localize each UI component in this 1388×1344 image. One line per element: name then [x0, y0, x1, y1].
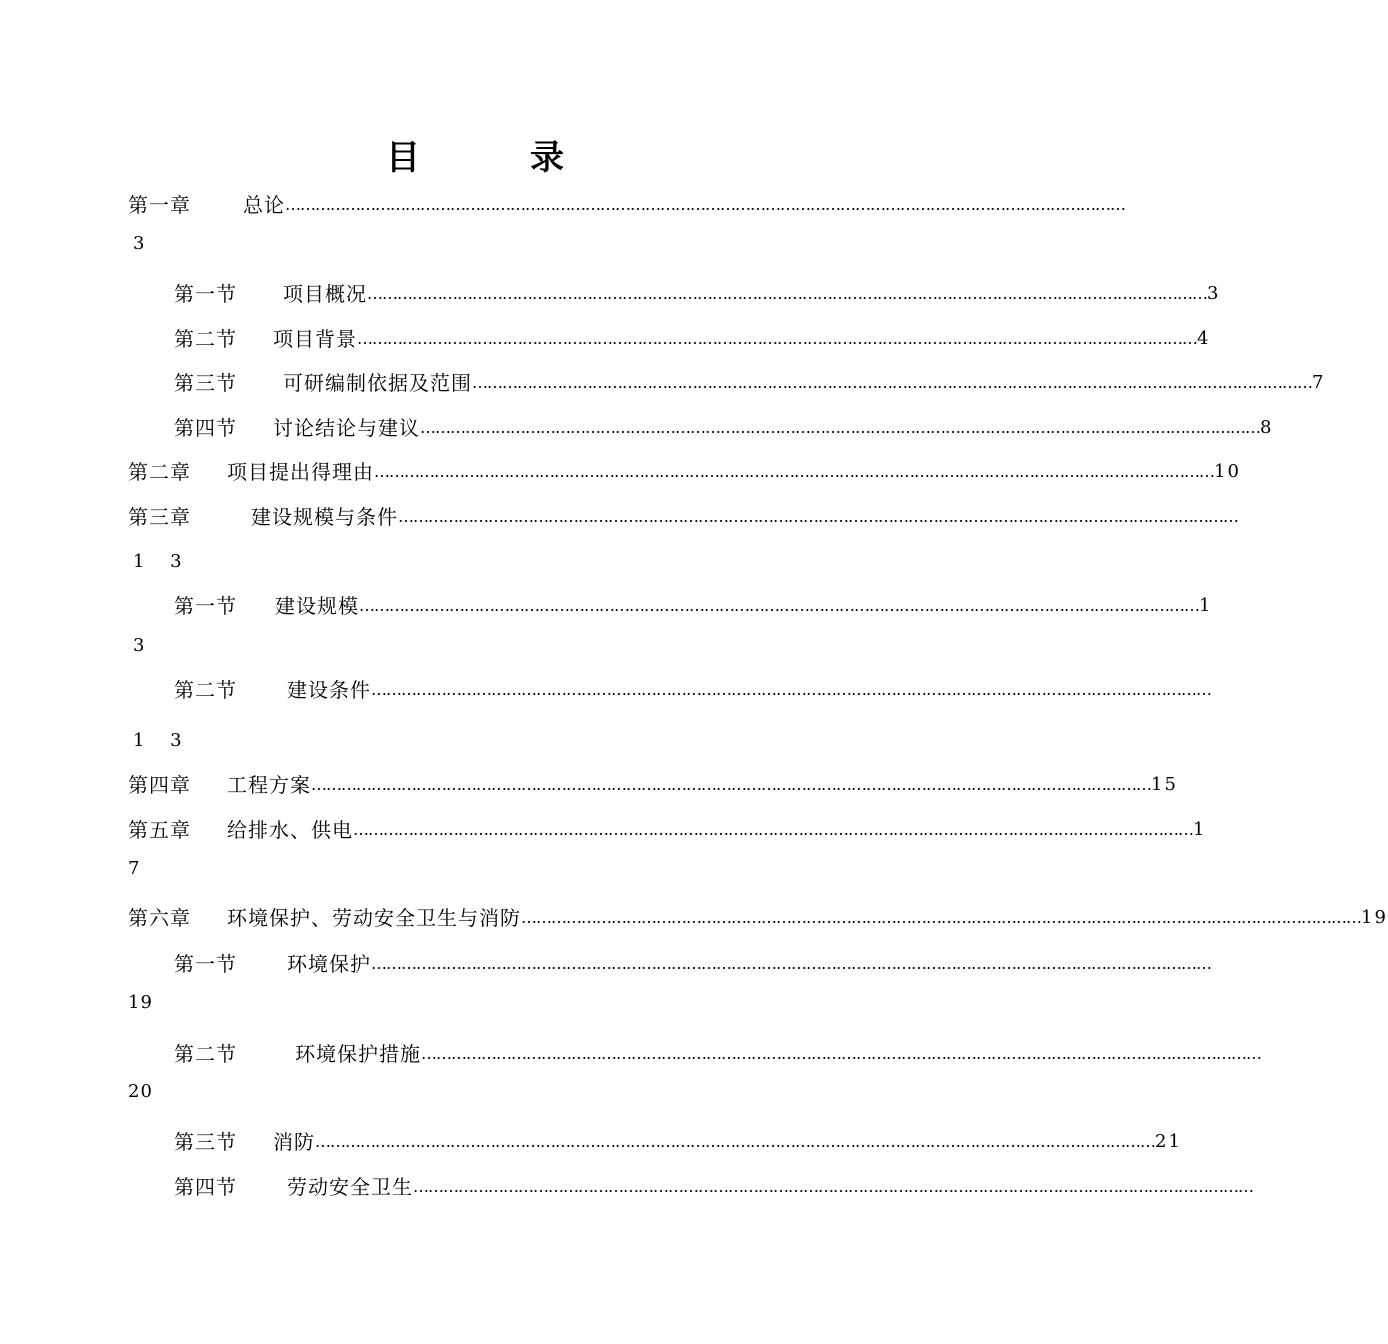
leader-dots: ……………………………………………………………………………………………………………………………………………………	[421, 1044, 1261, 1063]
toc-entry-section-6-3[interactable]	[174, 1127, 1182, 1157]
entry-label: 第一章	[128, 193, 191, 217]
toc-entry-section-3-2[interactable]	[174, 675, 1211, 705]
leader-dots: ……………………………………………………………………………………………………………………………………………………	[311, 775, 1151, 794]
entry-name: 劳动安全卫生	[287, 1175, 413, 1199]
entry-page: 1	[1193, 819, 1207, 840]
entry-page: 19	[1361, 907, 1388, 928]
leader-dots: ……………………………………………………………………………………………………………………………………………………	[315, 1132, 1155, 1151]
entry-page-wrap: 20	[128, 1081, 153, 1102]
entry-name: 项目概况	[283, 282, 367, 306]
toc-entry-section-3-1[interactable]	[174, 591, 1213, 621]
leader-dots: ……………………………………………………………………………………………………………………………………………………	[420, 418, 1260, 437]
toc-entry-section-1-1[interactable]	[174, 279, 1221, 309]
leader-dots: ……………………………………………………………………………………………………………………………………………………	[371, 954, 1211, 973]
toc-entry-section-1-3[interactable]	[174, 368, 1326, 398]
toc-entry-section-1-4[interactable]	[174, 413, 1274, 443]
toc-entry-section-6-2[interactable]	[174, 1039, 1261, 1069]
toc-entry-chapter-4[interactable]	[128, 770, 1178, 800]
leader-dots: ……………………………………………………………………………………………………………………………………………………	[398, 507, 1238, 526]
entry-label: 第四节	[174, 416, 237, 440]
leader-dots: ……………………………………………………………………………………………………………………………………………………	[472, 373, 1312, 392]
entry-label: 第二节	[174, 1042, 237, 1066]
entry-page: 10	[1214, 461, 1241, 482]
entry-name: 工程方案	[227, 773, 311, 797]
entry-name: 建设规模与条件	[251, 505, 398, 529]
entry-name: 建设规模	[275, 594, 359, 618]
leader-dots: ……………………………………………………………………………………………………………………………………………………	[413, 1177, 1253, 1196]
leader-dots: ……………………………………………………………………………………………………………………………………………………	[353, 820, 1193, 839]
entry-page-wrap: 3	[133, 233, 155, 254]
entry-label: 第一节	[174, 952, 237, 976]
entry-page-wrap: 1 3	[133, 730, 192, 751]
entry-name: 项目背景	[273, 327, 357, 351]
entry-name: 总论	[243, 193, 285, 217]
entry-label: 第二节	[174, 678, 237, 702]
toc-entry-chapter-1[interactable]	[128, 190, 1125, 220]
leader-dots: ……………………………………………………………………………………………………………………………………………………	[359, 596, 1199, 615]
entry-label: 第二章	[128, 460, 191, 484]
entry-label: 第二节	[174, 327, 237, 351]
leader-dots: ……………………………………………………………………………………………………………………………………………………	[521, 908, 1361, 927]
entry-name: 消防	[273, 1130, 315, 1154]
toc-entry-chapter-3[interactable]	[128, 502, 1238, 532]
toc-entry-chapter-5[interactable]	[128, 815, 1207, 845]
entry-page-wrap: 3	[133, 635, 155, 656]
entry-label: 第四节	[174, 1175, 237, 1199]
entry-page: 3	[1207, 283, 1221, 304]
entry-name: 项目提出得理由	[227, 460, 374, 484]
entry-label: 第三节	[174, 1130, 237, 1154]
leader-dots: ……………………………………………………………………………………………………………………………………………………	[371, 680, 1211, 699]
toc-entry-section-6-4[interactable]	[174, 1172, 1253, 1202]
entry-page: 15	[1151, 774, 1178, 795]
entry-page: 8	[1260, 417, 1274, 438]
entry-label: 第一节	[174, 594, 237, 618]
leader-dots: ……………………………………………………………………………………………………………………………………………………	[357, 329, 1197, 348]
leader-dots: ……………………………………………………………………………………………………………………………………………………	[285, 195, 1125, 214]
entry-page: 1	[1199, 595, 1213, 616]
toc-entry-chapter-2[interactable]	[128, 457, 1241, 487]
toc-entry-section-1-2[interactable]	[174, 324, 1211, 354]
toc-entry-section-6-1[interactable]	[174, 949, 1211, 979]
entry-name: 建设条件	[287, 678, 371, 702]
entry-page: 7	[1312, 372, 1326, 393]
toc-entry-chapter-6[interactable]	[128, 903, 1388, 933]
entry-page-wrap: 19	[128, 992, 153, 1013]
entry-name: 给排水、供电	[227, 818, 353, 842]
leader-dots: ……………………………………………………………………………………………………………………………………………………	[374, 462, 1214, 481]
entry-label: 第五章	[128, 818, 191, 842]
entry-name: 讨论结论与建议	[273, 416, 420, 440]
toc-title: 目 录	[386, 138, 602, 178]
entry-label: 第三章	[128, 505, 191, 529]
entry-label: 第三节	[174, 371, 237, 395]
entry-label: 第四章	[128, 773, 191, 797]
entry-label: 第六章	[128, 906, 191, 930]
leader-dots: ……………………………………………………………………………………………………………………………………………………	[367, 284, 1207, 303]
entry-name: 环境保护	[287, 952, 371, 976]
entry-name: 可研编制依据及范围	[283, 371, 472, 395]
entry-page-wrap: 1 3	[133, 551, 192, 572]
entry-label: 第一节	[174, 282, 237, 306]
entry-page: 21	[1155, 1131, 1182, 1152]
entry-page: 4	[1197, 328, 1211, 349]
entry-name: 环境保护措施	[295, 1042, 421, 1066]
entry-page-wrap: 7	[128, 858, 150, 879]
entry-name: 环境保护、劳动安全卫生与消防	[227, 906, 521, 930]
